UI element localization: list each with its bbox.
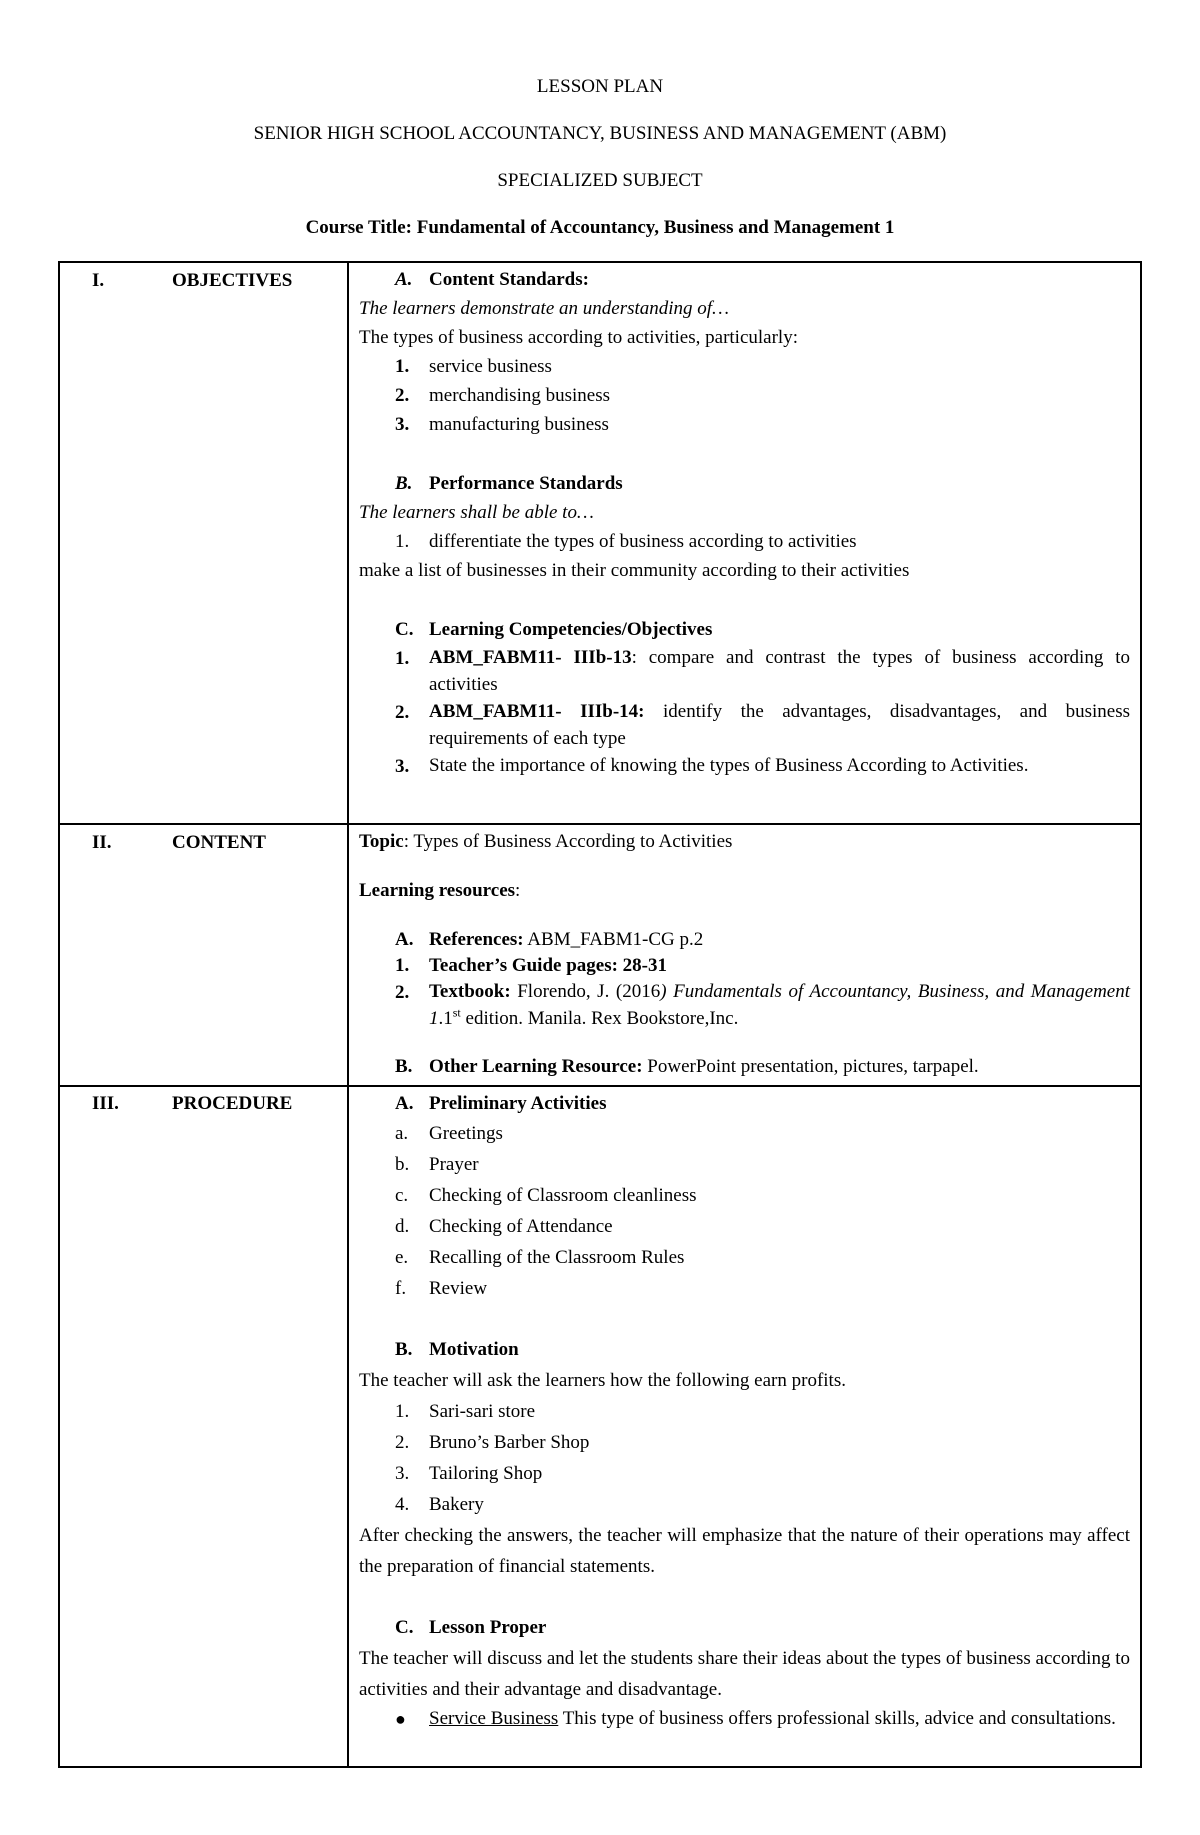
list-item: 3. manufacturing business — [395, 414, 609, 435]
other-resources-line: B. Other Learning Resource: PowerPoint presentation, pictures, tarpapel. — [395, 1056, 979, 1077]
objectives-label-cell — [59, 262, 348, 824]
section-label: CONTENT — [172, 832, 266, 853]
list-item: 2. ABM_FABM11- IIIb-14: identify the advantages, disadvantages, and business requirements of each type — [395, 701, 1130, 749]
procedure-row — [59, 1086, 1141, 1767]
lesson-plan-table — [58, 261, 1142, 1768]
learning-competencies-heading: C. Learning Competencies/Objectives — [395, 619, 713, 640]
content-label-cell — [59, 824, 348, 1086]
lesson-proper-heading: C. Lesson Proper — [395, 1617, 547, 1638]
procedure-label-cell — [59, 1086, 348, 1767]
section-number: II. — [92, 832, 112, 853]
list-item: d. Checking of Attendance — [395, 1216, 613, 1237]
content-standards-heading: A. Content Standards: — [395, 269, 589, 290]
list-item: 1. Sari-sari store — [395, 1401, 536, 1422]
list-item: f. Review — [395, 1278, 488, 1299]
performance-standards-heading: B. Performance Standards — [395, 473, 623, 494]
list-item: 1. ABM_FABM11- IIIb-13: compare and contrast the types of business according to activities — [395, 647, 1130, 695]
list-item: 2. merchandising business — [395, 385, 611, 406]
content-body-cell — [348, 824, 1141, 1086]
list-item: a. Greetings — [395, 1123, 503, 1144]
section-number: III. — [92, 1093, 119, 1114]
list-item: 2. Bruno’s Barber Shop — [395, 1432, 590, 1453]
objectives-row — [59, 262, 1141, 824]
program-heading: SENIOR HIGH SCHOOL ACCOUNTANCY, BUSINESS AND MANAGEMENT (ABM) — [253, 123, 947, 144]
performance-standards-intro: The learners shall be able to… — [359, 502, 594, 523]
content-row — [59, 824, 1141, 1086]
motivation-heading: B. Motivation — [395, 1339, 519, 1360]
list-item: e. Recalling of the Classroom Rules — [395, 1247, 685, 1268]
list-item: 3. Tailoring Shop — [395, 1463, 543, 1484]
list-item: 1. service business — [395, 356, 552, 377]
course-title: Course Title: Fundamental of Accountancy, Business and Management 1 — [305, 217, 895, 238]
performance-standards-extra: make a list of businesses in their community according to their activities — [359, 560, 910, 581]
list-item: 4. Bakery — [395, 1494, 484, 1515]
objectives-body-cell — [348, 262, 1141, 824]
topic-line: Topic: Types of Business According to Activities — [359, 831, 733, 852]
list-item: c. Checking of Classroom cleanliness — [395, 1185, 697, 1206]
list-item: ● Service Business This type of business offers professional skills, advice and consultations. — [395, 1705, 1130, 1734]
preliminary-activities-heading: A. Preliminary Activities — [395, 1093, 607, 1114]
procedure-body-cell — [348, 1086, 1141, 1767]
subject-heading: SPECIALIZED SUBJECT — [497, 170, 703, 191]
bullet-icon: ● — [395, 1709, 406, 1729]
motivation-intro: The teacher will ask the learners how the following earn profits. — [359, 1370, 846, 1391]
lesson-proper-intro: The teacher will discuss and let the students share their ideas about the types of business according to activities and their advantage and disadvantage. — [359, 1648, 1130, 1700]
list-item: 1. differentiate the types of business according to activities — [395, 531, 857, 552]
section-label: PROCEDURE — [172, 1093, 293, 1114]
list-item: b. Prayer — [395, 1154, 479, 1175]
motivation-after: After checking the answers, the teacher will emphasize that the nature of their operations may affect the preparation of financial statements. — [359, 1525, 1130, 1577]
references-line: A. References: ABM_FABM1-CG p.2 — [395, 929, 704, 950]
section-number: I. — [92, 270, 105, 291]
learning-resources-line: Learning resources: — [359, 880, 521, 901]
content-standards-text: The types of business according to activities, particularly: — [359, 327, 798, 348]
teachers-guide-line: 1. Teacher’s Guide pages: 28-31 — [395, 955, 668, 976]
section-label: OBJECTIVES — [172, 270, 293, 291]
textbook-line: 2. Textbook: Florendo, J. (2016) Fundamentals of Accountancy, Business, and Management 1.1st edition. Manila. Rex Bookstore,Inc. — [395, 981, 1130, 1029]
document-title: LESSON PLAN — [536, 76, 664, 97]
content-standards-intro: The learners demonstrate an understanding of… — [359, 298, 729, 319]
list-item: 3. State the importance of knowing the types of Business According to Activities. — [395, 755, 1029, 777]
